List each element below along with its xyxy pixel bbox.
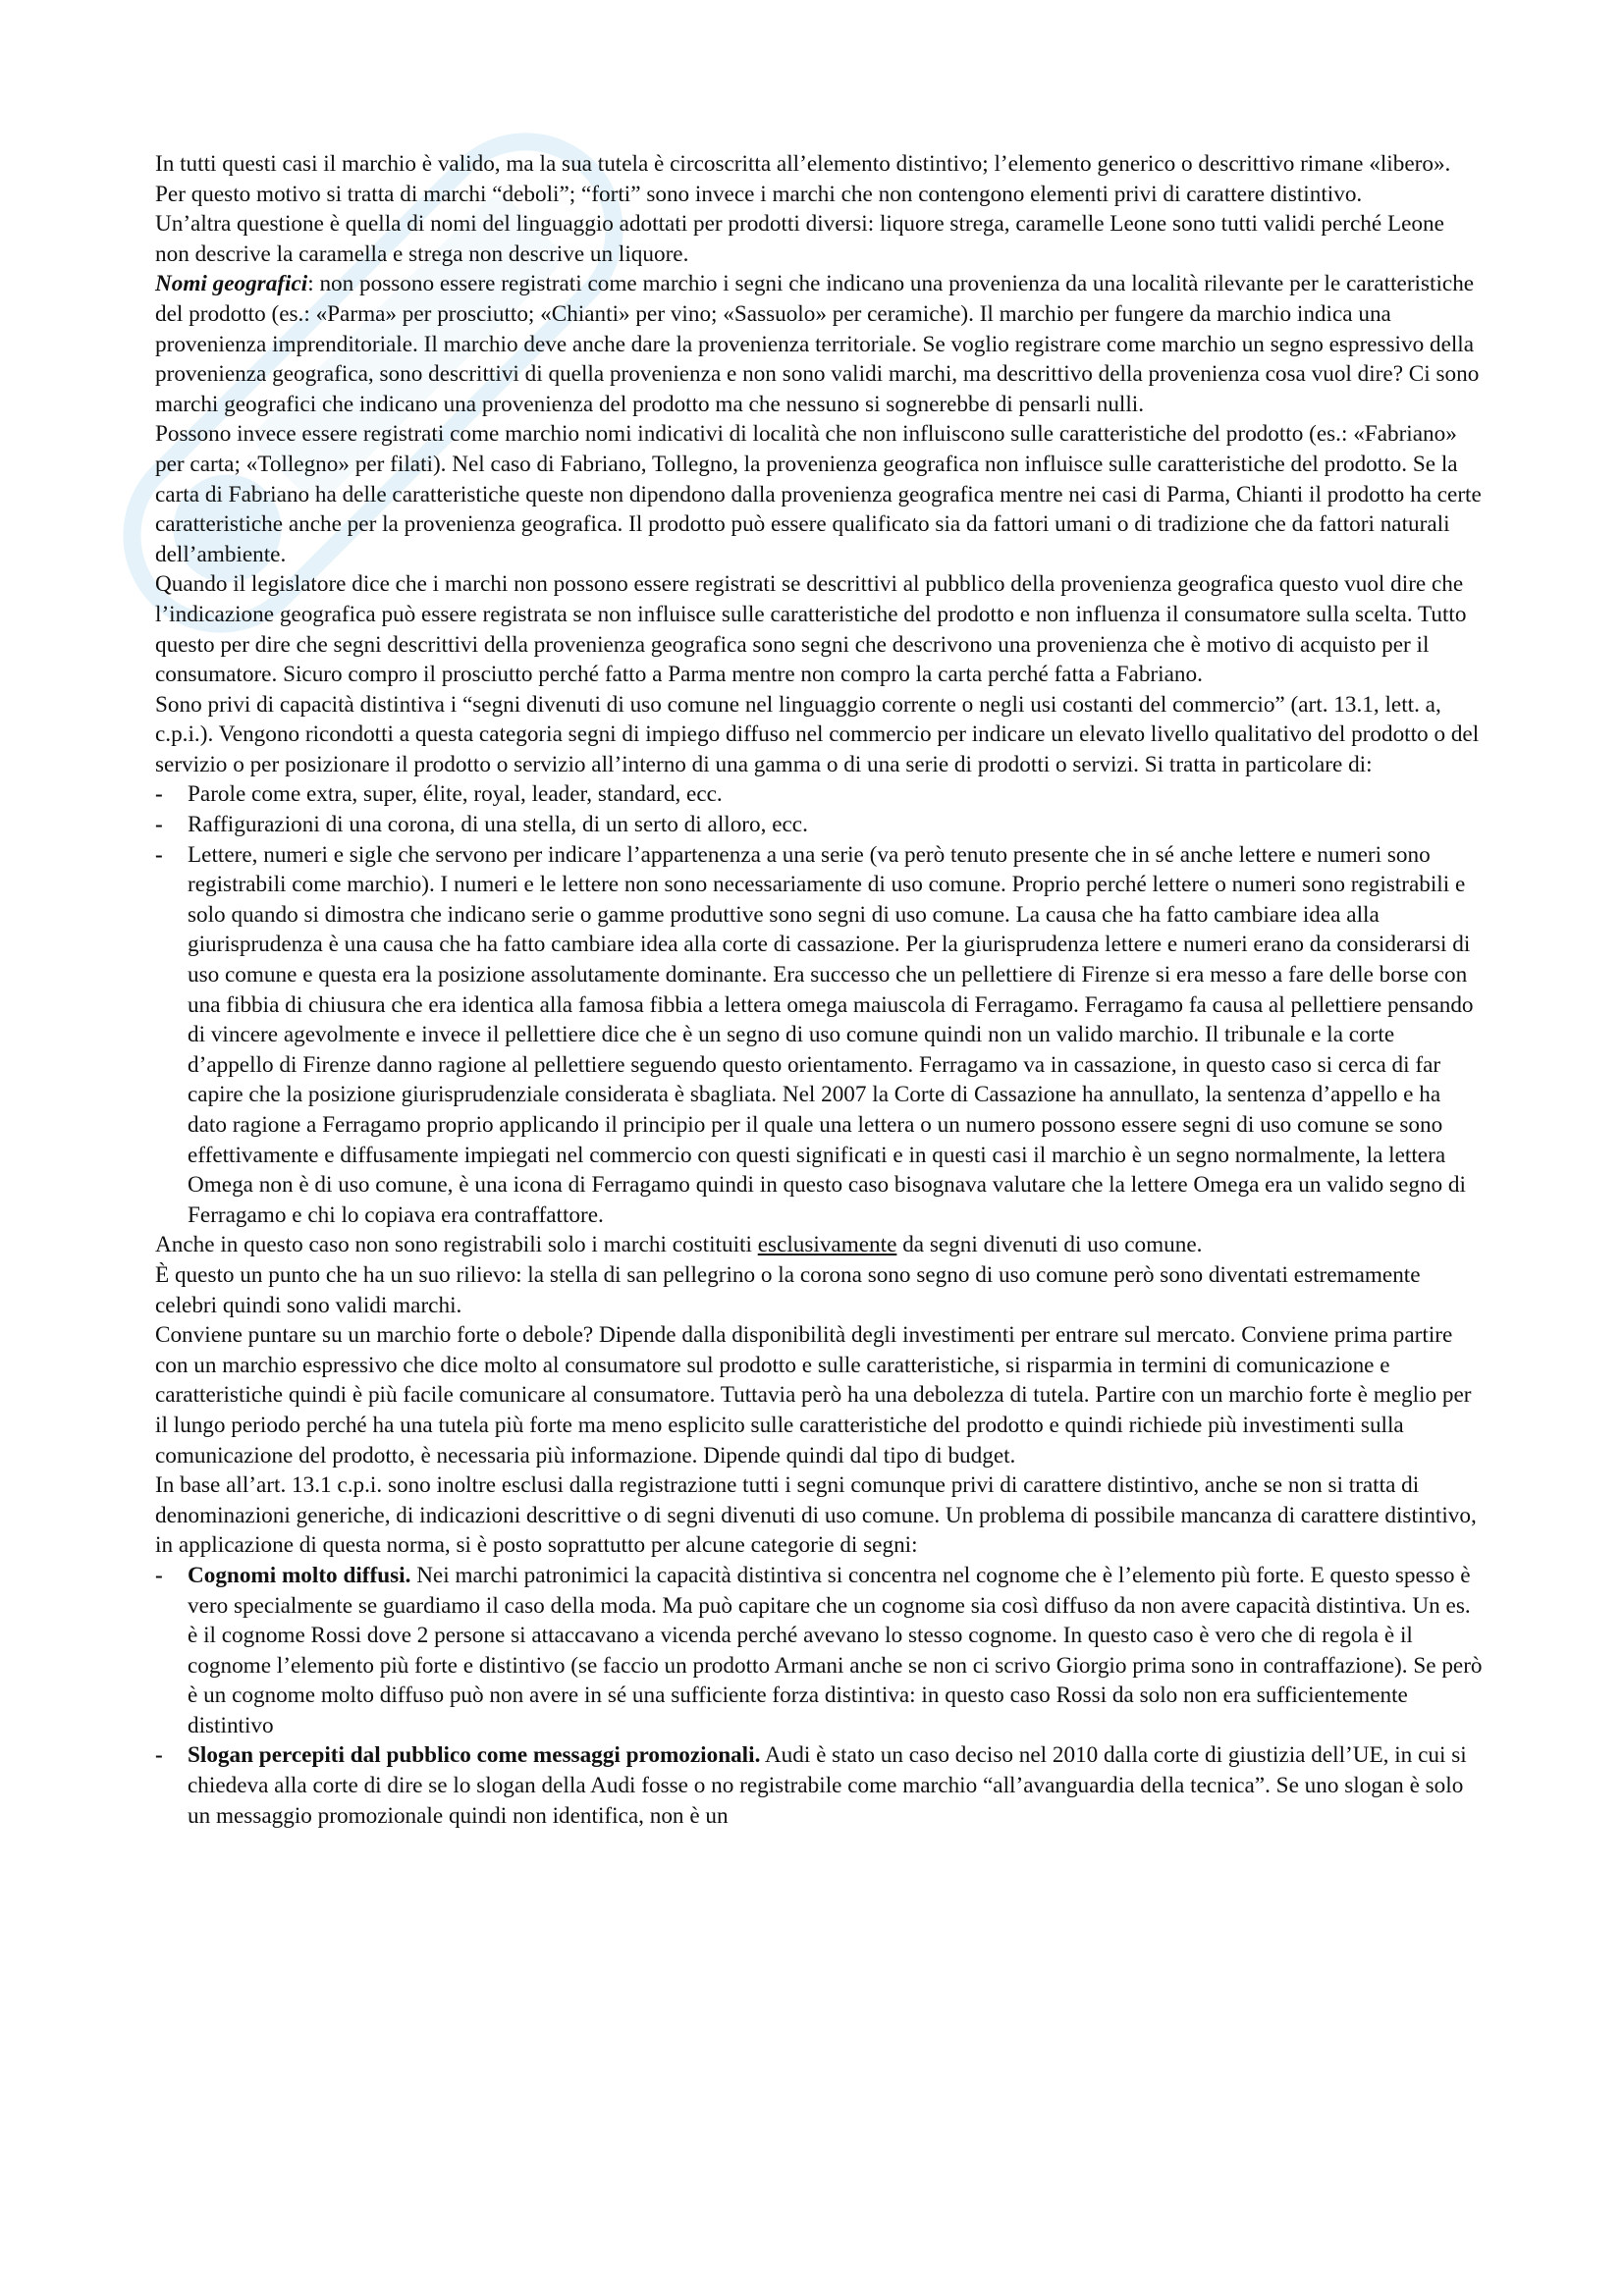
paragraph: Sono privi di capacità distintiva i “segni divenuti di uso comune nel linguaggio corrente o negli usi costanti del commercio” (art. 13.1, lett. a, c.p.i.). Vengono ricondotti a questa categoria segni di impiego diffuso nel commercio per indicare un elevato livello qualitativo del prodotto o del servizio o per posizionare il prodotto o servizio all’interno di una gamma o di una serie di prodotti o servizi. Si tratta in particolare di: (155, 691, 1480, 777)
list-item: - Raffigurazioni di una corona, di una stella, di un serto di alloro, ecc. (155, 810, 1483, 840)
paragraph (155, 269, 1483, 419)
paragraph: In tutti questi casi il marchio è valido, ma la sua tutela è circoscritta all’elemento distintivo; l’elemento generico o descrittivo rimane «libero». Per questo motivo si tratta di marchi “deboli”; “forti” sono invece i marchi che non contengono elementi privi di carattere distintivo. (155, 151, 1451, 207)
paragraph: Un’altra questione è quella di nomi del linguaggio adottati per prodotti diversi: liquore strega, caramelle Leone sono tutti validi perché Leone non descrive la caramella e strega non descrive un liquore. (155, 211, 1444, 267)
paragraph: Conviene puntare su un marchio forte o debole? Dipende dalla disponibilità degli investimenti per entrare sul mercato. Conviene prima partire con un marchio espressivo che dice molto al consumatore sul prodotto e sulle caratteristiche, si risparmia in termini di comunicazione e caratteristiche quindi è più facile comunicare al consumatore. Tuttavia però ha una debolezza di tutela. Partire con un marchio forte è meglio per il lungo periodo perché ha una tutela più forte ma meno esplicito sulle caratteristiche del prodotto e quindi richiede più investimenti sulla comunicazione del prodotto, è necessaria più informazione. Dipende quindi dal tipo di budget. (155, 1322, 1472, 1468)
paragraph: Possono invece essere registrati come marchio nomi indicativi di località che non influiscono sulle caratteristiche del prodotto (es.: «Fabriano» per carta; «Tollegno» per filati). Nel caso di Fabriano, Tollegno, la provenienza geografica non influisce sulle caratteristiche del prodotto. Se la carta di Fabriano ha delle caratteristiche queste non dipendono dalla provenienza geografica mentre nei casi di Parma, Chianti il prodotto ha certe caratteristiche anche per la provenienza geografica. Il prodotto può essere qualificato sia da fattori umani o di tradizione che da fattori naturali dell’ambiente. (155, 421, 1482, 567)
paragraph-text: Anche in questo caso non sono registrabili solo i marchi costituiti (155, 1232, 758, 1258)
list-item (155, 1561, 1483, 1741)
list-item: - Parole come extra, super, élite, royal, leader, standard, ecc. (155, 779, 1483, 810)
paragraph: Quando il legislatore dice che i marchi non possono essere registrati se descrittivi al pubblico della provenienza geografica questo vuol dire che l’indicazione geografica può essere registrata se non influisce sulle caratteristiche del prodotto e non influenza il consumatore sulla scelta. Tutto questo per dire che segni descrittivi della provenienza geografica sono segni che descrivono una provenienza che è motivo di acquisto per il consumatore. Sicuro compro il prosciutto perché fatto a Parma mentre non compro la carta perché fatta a Fabriano. (155, 571, 1467, 688)
document-page (155, 149, 1483, 1831)
list-item-heading: Cognomi molto diffusi. (188, 1562, 411, 1588)
paragraph: In base all’art. 13.1 c.p.i. sono inoltre esclusi dalla registrazione tutti i segni comunque privi di carattere distintivo, anche se non si tratta di denominazioni generiche, di indicazioni descrittive o di segni divenuti di uso comune. Un problema di possibile mancanza di carattere distintivo, in applicazione di questa norma, si è posto soprattutto per alcune categorie di segni: (155, 1472, 1477, 1559)
list-item-heading: Slogan percepiti dal pubblico come messaggi promozionali. (188, 1742, 761, 1769)
paragraph-text: : non possono essere registrati come marchio i segni che indicano una provenienza da una località rilevante per le caratteristiche del prodotto (es.: «Parma» per prosciutto; «Chianti» per vino; «Sassuolo» per ceramiche). Il marchio per fungere da marchio indica una provenienza imprenditoriale. Il marchio deve anche dare la provenienza territoriale. Se voglio registrare come marchio un segno espressivo della provenienza geografica, sono descrittivi di quella provenienza e non sono validi marchi, ma descrittivo della provenienza cosa vuol dire? Ci sono marchi geografici che indicano una provenienza del prodotto ma che nessuno si sognerebbe di pensarli nulli. (155, 271, 1480, 417)
list-item-text: Nei marchi patronimici la capacità distintiva si concentra nel cognome che è l’elemento più forte. E questo spesso è vero specialmente se guardiamo il caso della moda. Ma può capitare che un cognome sia così diffuso da non avere capacità distintiva. Un es. è il cognome Rossi dove 2 persone si attaccavano a vicenda perché avevano lo stesso cognome. In questo caso è vero che di regola è il cognome l’elemento più forte e distintivo (se faccio un prodotto Armani anche se non ci scrivo Giorgio prima sono in contraffazione). Se però è un cognome molto diffuso può non avere in sé una sufficiente forza distintiva: in questo caso Rossi da solo non era sufficientemente distintivo (188, 1562, 1483, 1738)
underlined-word: esclusivamente (757, 1232, 897, 1258)
list-item-text: Audi è stato un caso deciso nel 2010 dalla corte di giustizia dell’UE, in cui si chiedeva alla corte di dire se lo slogan della Audi fosse o no registrabile come marchio “all’avanguardia della tecnica”. Se uno slogan è solo un messaggio promozionale quindi non identifica, non è un (188, 1742, 1467, 1829)
paragraph-text: da segni divenuti di uso comune. (896, 1232, 1203, 1258)
paragraph: È questo un punto che ha un suo rilievo: la stella di san pellegrino o la corona sono segno di uso comune però sono diventati estremamente celebri quindi sono validi marchi. (155, 1261, 1421, 1318)
bullet-list (155, 1561, 1483, 1831)
paragraph (155, 1230, 1483, 1260)
list-item: - Lettere, numeri e sigle che servono per indicare l’appartenenza a una serie (va però tenuto presente che in sé anche lettere e numeri sono registrabili come marchio). I numeri e le lettere non sono necessariamente di uso comune. Proprio perché lettere o numeri sono registrabili e solo quando si dimostra che indicano serie o gamme produttive sono segni di uso comune. La causa che ha fatto cambiare idea alla giurisprudenza è una causa che ha fatto cambiare idea alla corte di cassazione. Per la giurisprudenza lettere e numeri erano da considerarsi di uso comune e questa era la posizione assolutamente dominante. Era successo che un pellettiere di Firenze si era messo a fare delle borse con una fibbia di chiusura che era identica alla famosa fibbia a lettera omega maiuscola di Ferragamo. Ferragamo fa causa al pellettiere pensando di vincere agevolmente e invece il pellettiere dice che è un segno di uso comune quindi non un valido marchio. Il tribunale e la corte d’appello di Firenze danno ragione al pellettiere seguendo questo orientamento. Ferragamo va in cassazione, in questo caso si cerca di far capire che la posizione giurisprudenziale considerata è sbagliata. Nel 2007 la Corte di Cassazione ha annullato, la sentenza d’appello e ha dato ragione a Ferragamo proprio applicando il principio per il quale una lettera o un numero possono essere segni di uso comune se sono effettivamente e diffusamente impiegati nel commercio con questi significati e in questi casi il marchio è un segno normalmente, la lettera Omega non è di uso comune, è una icona di Ferragamo quindi in questo caso bisognava valutare che la lettere Omega era un valido segno di Ferragamo e chi lo copiava era contraffattore. (155, 840, 1483, 1231)
list-item (155, 1740, 1483, 1831)
bullet-list (155, 779, 1483, 1230)
section-lead: Nomi geografici (155, 271, 308, 297)
